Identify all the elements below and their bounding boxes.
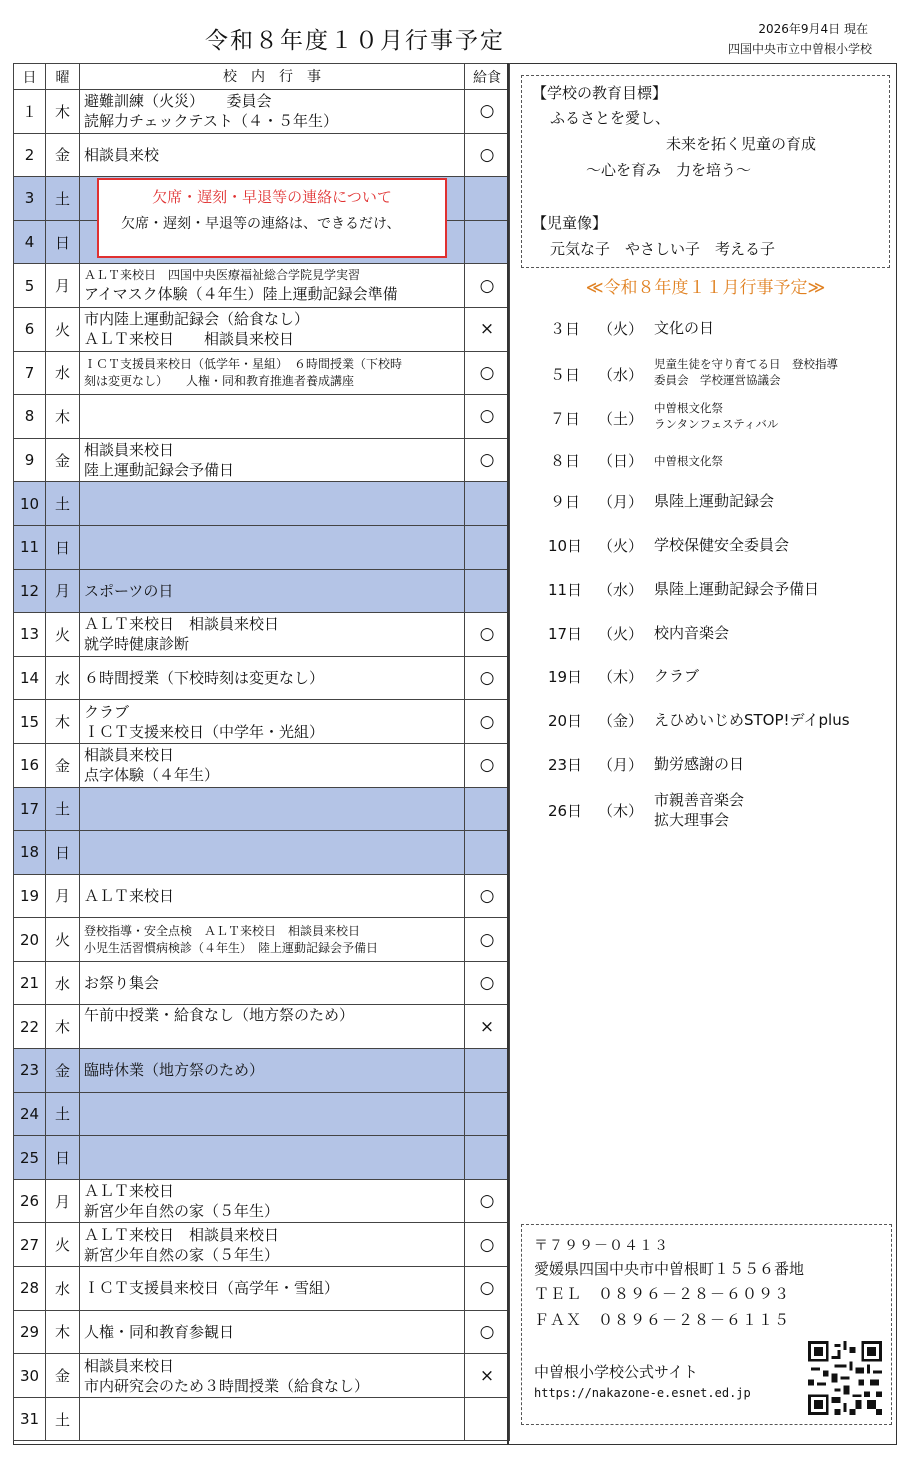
november-day: 10日 xyxy=(547,537,583,555)
lunch-cell xyxy=(465,1049,510,1093)
table-row xyxy=(14,918,510,962)
fax-number: ＦＡＸ ０８９６－２８－６１１５ xyxy=(534,1311,791,1329)
weekday-cell: 日 xyxy=(46,525,80,569)
events-cell xyxy=(80,1136,465,1180)
lunch-cell: ○ xyxy=(465,700,510,744)
table-row xyxy=(14,831,510,875)
table-row xyxy=(14,1092,510,1136)
event-line: 陸上運動記録会予備日 xyxy=(84,461,235,480)
table-row xyxy=(14,1354,510,1398)
weekday-cell: 火 xyxy=(46,613,80,657)
event-line: ＡＬＴ来校日 四国中央医療福祉総合学院見学実習 xyxy=(84,268,361,283)
events-cell xyxy=(80,1223,465,1267)
day-cell: 2 xyxy=(14,133,46,177)
events-cell xyxy=(80,395,465,439)
november-weekday: （水） xyxy=(598,581,644,599)
event-line: ＩＣＴ支援来校日（中学年・光組） xyxy=(84,722,325,741)
school-name: 四国中央市立中曽根小学校 xyxy=(727,42,872,56)
weekday-cell: 水 xyxy=(46,351,80,395)
header-day: 日 xyxy=(14,64,46,90)
november-weekday: （木） xyxy=(598,802,644,820)
november-day: 26日 xyxy=(547,802,583,820)
november-event-line: 校内音楽会 xyxy=(654,624,730,642)
events-cell xyxy=(80,307,465,351)
weekday-cell: 木 xyxy=(46,90,80,134)
event-line: ＡＬＴ来校日 xyxy=(84,886,175,905)
table-row xyxy=(14,1005,510,1049)
events-cell xyxy=(80,743,465,787)
weekday-cell: 土 xyxy=(46,482,80,526)
november-weekday: （月） xyxy=(598,493,644,511)
lunch-cell xyxy=(465,1092,510,1136)
october-schedule-table xyxy=(13,63,510,1441)
event-line: 人権・同和教育参観日 xyxy=(84,1322,235,1341)
event-line: 相談員来校 xyxy=(84,145,160,164)
table-row xyxy=(14,1310,510,1354)
november-events xyxy=(654,491,774,511)
event-line: 小児生活習慣病検診（４年生） 陸上運動記録会予備日 xyxy=(84,940,379,955)
lunch-cell xyxy=(465,1136,510,1180)
weekday-cell: 月 xyxy=(46,874,80,918)
goals-heading: 【学校の教育目標】 xyxy=(532,84,668,102)
day-cell: 27 xyxy=(14,1223,46,1267)
weekday-cell: 月 xyxy=(46,569,80,613)
day-cell: 15 xyxy=(14,700,46,744)
tel-number: ＴＥＬ ０８９６－２８－６０９３ xyxy=(534,1285,791,1303)
weekday-cell: 火 xyxy=(46,1223,80,1267)
weekday-cell: 水 xyxy=(46,1267,80,1311)
november-day: ３日 xyxy=(549,320,580,338)
table-row xyxy=(14,743,510,787)
november-event-line: えひめいじめSTOP!デイplus xyxy=(654,711,850,729)
header-events: 校 内 行 事 xyxy=(80,64,465,90)
table-row xyxy=(14,351,510,395)
table-row xyxy=(14,700,510,744)
events-cell xyxy=(80,1005,465,1049)
day-cell: １ xyxy=(14,90,46,134)
header-lunch: 給食 xyxy=(465,64,510,90)
goals-line-1: ふるさとを愛し、 xyxy=(550,109,671,127)
events-cell xyxy=(80,90,465,134)
november-event-line: 委員会 学校運営協議会 xyxy=(654,373,781,387)
event-line: 点字体験（４年生） xyxy=(84,766,220,785)
event-line: 相談員来校日 xyxy=(84,1356,175,1375)
events-cell xyxy=(80,264,465,308)
november-weekday: （火） xyxy=(598,625,644,643)
events-cell xyxy=(80,874,465,918)
day-cell: 28 xyxy=(14,1267,46,1311)
lunch-cell: ○ xyxy=(465,961,510,1005)
events-cell xyxy=(80,613,465,657)
lunch-cell xyxy=(465,482,510,526)
day-cell: 24 xyxy=(14,1092,46,1136)
november-events xyxy=(654,535,789,555)
weekday-cell: 木 xyxy=(46,1005,80,1049)
weekday-cell: 金 xyxy=(46,1354,80,1398)
weekday-cell: 水 xyxy=(46,961,80,1005)
november-event-line: 拡大理事会 xyxy=(654,811,730,829)
event-line: 読解力チェックテスト（４・５年生） xyxy=(84,112,338,131)
lunch-cell: ○ xyxy=(465,133,510,177)
event-line: ＡＬＴ来校日 相談員来校日 xyxy=(84,615,280,634)
november-weekday: （土） xyxy=(598,410,644,428)
november-weekday: （木） xyxy=(598,668,644,686)
day-cell: 4 xyxy=(14,220,46,264)
table-row xyxy=(14,569,510,613)
weekday-cell: 金 xyxy=(46,133,80,177)
event-line: 登校指導・安全点検 ＡＬＴ来校日 相談員来校日 xyxy=(84,923,361,938)
november-event-line: 文化の日 xyxy=(654,319,715,337)
events-cell xyxy=(80,656,465,700)
events-cell xyxy=(80,1267,465,1311)
weekday-cell: 土 xyxy=(46,1397,80,1441)
november-events xyxy=(654,666,699,686)
weekday-cell: 金 xyxy=(46,438,80,482)
table-row xyxy=(14,395,510,439)
event-line: 避難訓練（火災） 委員会 xyxy=(84,92,272,111)
november-events xyxy=(654,400,778,432)
november-events xyxy=(654,790,744,830)
events-cell xyxy=(80,569,465,613)
as-of-date: 2026年9月4日 現在 xyxy=(758,22,868,36)
weekday-cell: 日 xyxy=(46,831,80,875)
lunch-cell: ○ xyxy=(465,1223,510,1267)
november-events xyxy=(654,356,838,388)
events-cell xyxy=(80,1354,465,1398)
lunch-cell xyxy=(465,525,510,569)
day-cell: 6 xyxy=(14,307,46,351)
event-line: 午前中授業・給食なし（地方祭のため） xyxy=(84,1006,355,1025)
event-line: 刻は変更なし） 人権・同和教育推進者養成講座 xyxy=(84,373,355,388)
event-line: ＡＬＴ来校日 相談員来校日 xyxy=(84,1225,280,1244)
november-day: 23日 xyxy=(547,756,583,774)
november-events xyxy=(654,318,714,338)
event-line: 臨時休業（地方祭のため） xyxy=(84,1061,265,1080)
november-day: ５日 xyxy=(549,366,580,384)
table-row xyxy=(14,1049,510,1093)
lunch-cell: ○ xyxy=(465,1179,510,1223)
november-events xyxy=(654,453,723,469)
contact-box xyxy=(521,1224,892,1425)
table-row xyxy=(14,482,510,526)
lunch-cell: × xyxy=(465,1005,510,1049)
events-cell xyxy=(80,1310,465,1354)
table-row xyxy=(14,961,510,1005)
lunch-cell: ○ xyxy=(465,395,510,439)
table-row xyxy=(14,1136,510,1180)
page-title: 令和８年度１０月行事予定 xyxy=(205,28,505,54)
qr-code-icon[interactable] xyxy=(808,1341,882,1415)
day-cell: 29 xyxy=(14,1310,46,1354)
november-event-line: 中曽根文化祭 xyxy=(654,401,723,415)
day-cell: 22 xyxy=(14,1005,46,1049)
weekday-cell: 土 xyxy=(46,177,80,221)
day-cell: 9 xyxy=(14,438,46,482)
education-goals-box xyxy=(521,75,890,268)
table-row xyxy=(14,1267,510,1311)
weekday-cell: 月 xyxy=(46,1179,80,1223)
table-row xyxy=(14,787,510,831)
site-url[interactable]: https://nakazone-e.esnet.ed.jp xyxy=(534,1386,751,1400)
lunch-cell xyxy=(465,220,510,264)
day-cell: 30 xyxy=(14,1354,46,1398)
lunch-cell xyxy=(465,831,510,875)
november-event-line: 市親善音楽会 xyxy=(654,791,745,809)
weekday-cell: 日 xyxy=(46,220,80,264)
day-cell: 8 xyxy=(14,395,46,439)
november-day: 17日 xyxy=(547,625,583,643)
day-cell: 21 xyxy=(14,961,46,1005)
event-line: 市内研究会のため３時間授業（給食なし） xyxy=(84,1376,370,1395)
november-events xyxy=(654,710,850,730)
day-cell: 17 xyxy=(14,787,46,831)
november-events xyxy=(654,754,744,774)
event-line: 市内陸上運動記録会（給食なし） xyxy=(84,310,310,329)
event-line: ＡＬＴ来校日 xyxy=(84,1182,175,1201)
events-cell xyxy=(80,525,465,569)
lunch-cell: ○ xyxy=(465,1267,510,1311)
lunch-cell: ○ xyxy=(465,438,510,482)
table-row xyxy=(14,525,510,569)
november-day: ７日 xyxy=(549,410,580,428)
lunch-cell xyxy=(465,569,510,613)
weekday-cell: 日 xyxy=(46,1136,80,1180)
events-cell xyxy=(80,918,465,962)
child-image-line: 元気な子 やさしい子 考える子 xyxy=(550,240,776,258)
november-weekday: （日） xyxy=(598,452,644,470)
november-event-line: 県陸上運動記録会 xyxy=(654,492,775,510)
event-line: ＡＬＴ来校日 相談員来校日 xyxy=(84,330,295,349)
lunch-cell: ○ xyxy=(465,90,510,134)
weekday-cell: 火 xyxy=(46,307,80,351)
day-cell: 16 xyxy=(14,743,46,787)
events-cell xyxy=(80,961,465,1005)
events-cell xyxy=(80,133,465,177)
event-line: スポーツの日 xyxy=(84,581,174,600)
november-day: ８日 xyxy=(549,452,580,470)
address: 愛媛県四国中央市中曽根町１５５６番地 xyxy=(534,1260,805,1278)
lunch-cell xyxy=(465,1397,510,1441)
lunch-cell: ○ xyxy=(465,918,510,962)
day-cell: 18 xyxy=(14,831,46,875)
november-weekday: （月） xyxy=(598,756,644,774)
events-cell xyxy=(80,482,465,526)
absence-notice-box xyxy=(97,178,447,258)
table-row xyxy=(14,656,510,700)
event-line: 新宮少年自然の家（５年生） xyxy=(84,1202,280,1221)
weekday-cell: 木 xyxy=(46,1310,80,1354)
day-cell: 19 xyxy=(14,874,46,918)
header-weekday: 曜 xyxy=(46,64,80,90)
event-line: ６時間授業（下校時刻は変更なし） xyxy=(84,669,325,688)
events-cell xyxy=(80,1092,465,1136)
events-cell xyxy=(80,351,465,395)
goals-line-3: ～心を育み 力を培う～ xyxy=(586,161,752,179)
november-day: 11日 xyxy=(547,581,583,599)
november-weekday: （金） xyxy=(598,712,644,730)
lunch-cell: ○ xyxy=(465,743,510,787)
november-event-line: 中曽根文化祭 xyxy=(654,454,723,468)
lunch-cell: ○ xyxy=(465,351,510,395)
lunch-cell: ○ xyxy=(465,613,510,657)
day-cell: 7 xyxy=(14,351,46,395)
november-event-line: ランタンフェスティバル xyxy=(654,417,779,431)
november-events xyxy=(654,623,729,643)
events-cell xyxy=(80,700,465,744)
column-divider xyxy=(507,63,509,1445)
november-weekday: （水） xyxy=(598,366,644,384)
lunch-cell: ○ xyxy=(465,656,510,700)
notice-body: 欠席・遅刻・早退等の連絡は、できるだけ、 xyxy=(121,216,401,232)
november-event-line: 学校保健安全委員会 xyxy=(654,536,790,554)
lunch-cell xyxy=(465,177,510,221)
november-day: 20日 xyxy=(547,712,583,730)
weekday-cell: 水 xyxy=(46,656,80,700)
table-row xyxy=(14,1179,510,1223)
events-cell xyxy=(80,438,465,482)
november-day: 19日 xyxy=(547,668,583,686)
november-event-line: 県陸上運動記録会予備日 xyxy=(654,580,820,598)
weekday-cell: 金 xyxy=(46,1049,80,1093)
day-cell: 14 xyxy=(14,656,46,700)
weekday-cell: 月 xyxy=(46,264,80,308)
events-cell xyxy=(80,1179,465,1223)
lunch-cell: ○ xyxy=(465,874,510,918)
events-cell xyxy=(80,831,465,875)
child-image-heading: 【児童像】 xyxy=(532,214,608,232)
event-line: お祭り集会 xyxy=(84,974,160,993)
november-title: ≪令和８年度１１月行事予定≫ xyxy=(585,278,826,298)
weekday-cell: 木 xyxy=(46,395,80,439)
event-line: アイマスク体験（４年生）陸上運動記録会準備 xyxy=(84,285,398,304)
weekday-cell: 火 xyxy=(46,918,80,962)
event-line: 相談員来校日 xyxy=(84,441,175,460)
weekday-cell: 木 xyxy=(46,700,80,744)
notice-title: 欠席・遅刻・早退等の連絡について xyxy=(152,188,392,206)
november-event-line: 勤労感謝の日 xyxy=(654,755,745,773)
lunch-cell xyxy=(465,787,510,831)
table-row xyxy=(14,1397,510,1441)
day-cell: 31 xyxy=(14,1397,46,1441)
event-line: ＩＣＴ支援員来校日（高学年・雪組） xyxy=(84,1279,340,1298)
events-cell xyxy=(80,787,465,831)
site-label: 中曽根小学校公式サイト xyxy=(534,1363,698,1381)
table-row xyxy=(14,90,510,134)
day-cell: 3 xyxy=(14,177,46,221)
event-line: ＩＣＴ支援員来校日（低学年・星組） ６時間授業（下校時 xyxy=(84,356,403,371)
november-day: ９日 xyxy=(549,493,580,511)
lunch-cell: × xyxy=(465,307,510,351)
day-cell: 11 xyxy=(14,525,46,569)
weekday-cell: 土 xyxy=(46,1092,80,1136)
day-cell: 10 xyxy=(14,482,46,526)
table-row xyxy=(14,438,510,482)
table-header-row xyxy=(14,64,510,90)
november-event-line: 児童生徒を守り育てる日 登校指導 xyxy=(654,357,838,371)
event-line: 相談員来校日 xyxy=(84,746,175,765)
event-line: クラブ xyxy=(84,702,130,721)
table-row xyxy=(14,874,510,918)
table-row xyxy=(14,1223,510,1267)
table-row xyxy=(14,264,510,308)
november-weekday: （火） xyxy=(598,537,644,555)
event-line: 新宮少年自然の家（５年生） xyxy=(84,1245,280,1264)
november-weekday: （火） xyxy=(598,320,644,338)
november-events xyxy=(654,579,819,599)
day-cell: 26 xyxy=(14,1179,46,1223)
table-row xyxy=(14,133,510,177)
day-cell: 25 xyxy=(14,1136,46,1180)
day-cell: 5 xyxy=(14,264,46,308)
november-event-line: クラブ xyxy=(654,667,700,685)
day-cell: 12 xyxy=(14,569,46,613)
lunch-cell: × xyxy=(465,1354,510,1398)
weekday-cell: 金 xyxy=(46,743,80,787)
weekday-cell: 土 xyxy=(46,787,80,831)
day-cell: 23 xyxy=(14,1049,46,1093)
day-cell: 13 xyxy=(14,613,46,657)
goals-line-2: 未来を拓く児童の育成 xyxy=(666,135,817,153)
lunch-cell: ○ xyxy=(465,264,510,308)
events-cell xyxy=(80,1397,465,1441)
table-row xyxy=(14,613,510,657)
lunch-cell: ○ xyxy=(465,1310,510,1354)
day-cell: 20 xyxy=(14,918,46,962)
zip-code: 〒７９９－０４１３ xyxy=(534,1238,669,1254)
event-line: 就学時健康診断 xyxy=(84,635,190,654)
events-cell xyxy=(80,1049,465,1093)
table-row xyxy=(14,307,510,351)
